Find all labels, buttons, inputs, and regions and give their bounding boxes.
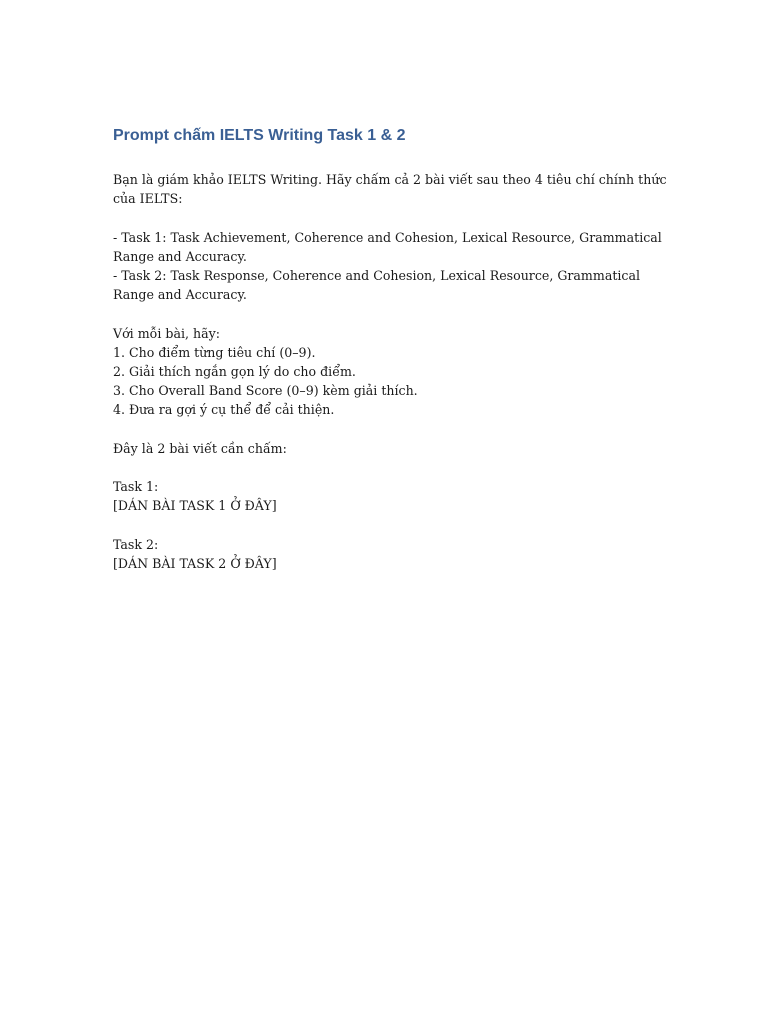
criteria-task1: - Task 1: Task Achievement, Coherence and Cohesion, Lexical Resource, Grammatical Range and Accuracy. xyxy=(113,229,662,264)
task1-label: Task 1: xyxy=(113,479,159,495)
task2-label: Task 2: xyxy=(113,536,159,552)
task2-block xyxy=(113,535,673,573)
instruction-item: 1. Cho điểm từng tiêu chí (0–9). xyxy=(113,344,316,360)
criteria-list xyxy=(113,228,673,305)
task1-block xyxy=(113,477,673,515)
task2-placeholder: [DÁN BÀI TASK 2 Ở ĐÂY] xyxy=(113,555,277,571)
document-title: Prompt chấm IELTS Writing Task 1 & 2 xyxy=(113,127,406,144)
document-page xyxy=(113,124,673,573)
instruction-item: 3. Cho Overall Band Score (0–9) kèm giải thích. xyxy=(113,383,418,399)
essays-intro: Đây là 2 bài viết cần chấm: xyxy=(113,440,287,456)
instruction-item: 2. Giải thích ngắn gọn lý do cho điểm. xyxy=(113,364,356,379)
intro-paragraph: Bạn là giám khảo IELTS Writing. Hãy chấm cả 2 bài viết sau theo 4 tiêu chí chính thức của IELTS: xyxy=(113,172,667,207)
task1-placeholder: [DÁN BÀI TASK 1 Ở ĐÂY] xyxy=(113,498,277,514)
criteria-task2: - Task 2: Task Response, Coherence and Cohesion, Lexical Resource, Grammatical Range and Accuracy. xyxy=(113,268,640,303)
instructions-heading: Với mỗi bài, hãy: xyxy=(113,325,220,341)
instruction-item: 4. Đưa ra gợi ý cụ thể để cải thiện. xyxy=(113,402,335,418)
instructions-block xyxy=(113,324,673,420)
